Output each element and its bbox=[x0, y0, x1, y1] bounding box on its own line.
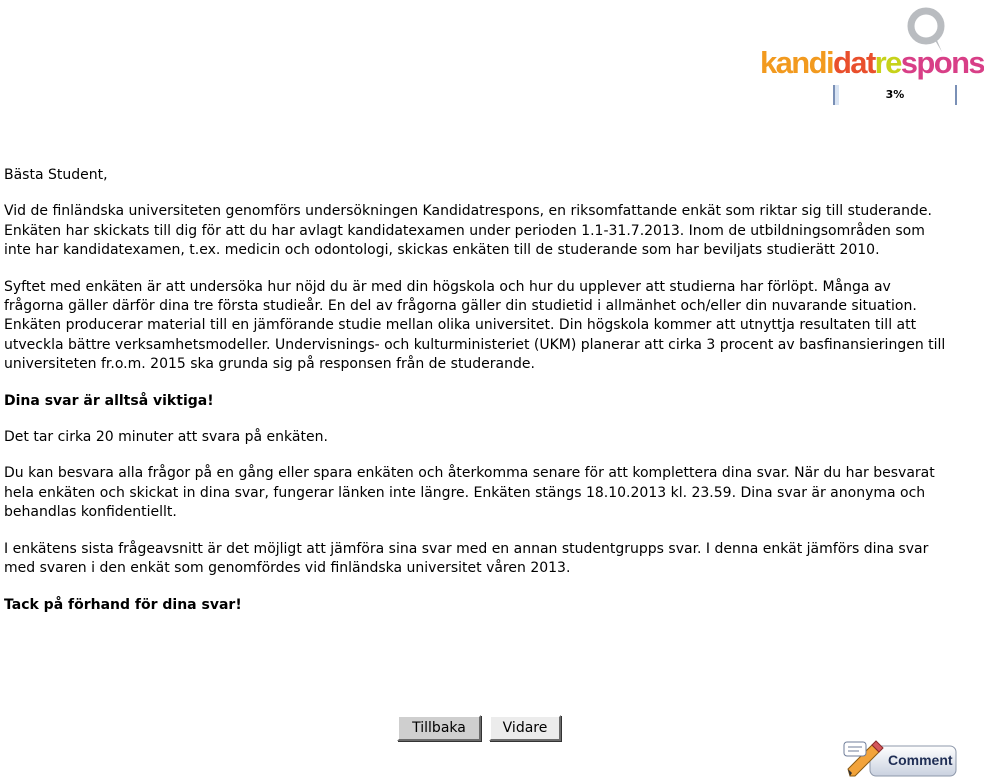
duration-note: Det tar cirka 20 minuter att svara på enkäten. bbox=[4, 429, 328, 446]
logo-part-re: re bbox=[874, 45, 901, 80]
next-button[interactable]: Vidare bbox=[489, 715, 561, 741]
comment-label: Comment bbox=[888, 752, 953, 768]
progress-label: 3% bbox=[885, 88, 905, 101]
greeting: Bästa Student, bbox=[4, 167, 108, 183]
kandidatrespons-logo bbox=[760, 6, 984, 84]
intro-paragraph-1: Vid de finländska universiteten genomförs undersökningen Kandidatrespons, en riksomfattande enkät som riktar sig till studerande. Enkäten har skickats till dig för att du har avlagt kandidatexamen under perioden 1.1-31.7.2013. Inom de utbildningsområden som inte har kandidatexamen, t.ex. medicin och odontologi, skickas enkäten till de studerande som har beviljats studierätt 2010. bbox=[4, 203, 932, 259]
important-note: Dina svar är alltså viktiga! bbox=[4, 392, 214, 409]
back-button[interactable]: Tillbaka bbox=[397, 715, 481, 741]
intro-paragraph-2: Syftet med enkäten är att undersöka hur nöjd du är med din högskola och hur du upplever att studierna har förlöpt. Många av frågorna gäller därför dina tre första studieår. En del av frågorna gäller din studietid i allmänhet och/eller din nuvarande situation. Enkäten producerar material till en jämförande studie mellan olika universitet. Din högskola kommer att utnyttja resultaten till att utveckla bättre verksamhetsmodeller. Undervisnings- och kulturministeriet (UKM) planerar att cirka 3 procent av basfinansieringen till universiteten fr.o.m. 2015 ska grunda sig på responsen från de studerande. bbox=[4, 278, 946, 373]
logo-wordmark bbox=[760, 46, 984, 80]
comment-button[interactable] bbox=[842, 740, 958, 778]
comparison-paragraph: I enkätens sista frågeavsnitt är det möjligt att jämföra sina svar med en annan studentgrupps svar. I denna enkät jämförs dina svar med svaren i den enkät som genomfördes vid finländska universitet våren 2013. bbox=[4, 540, 929, 577]
thanks-note: Tack på förhand för dina svar! bbox=[4, 596, 242, 613]
instructions-paragraph: Du kan besvara alla frågor på en gång eller spara enkäten och återkomma senare för att komplettera dina svar. När du har besvarat hela enkäten och skickat in dina svar, fungerar länken inte längre. Enkäten stängs 18.10.2013 kl. 23.59. Dina svar är anonyma och behandlas konfidentiellt. bbox=[4, 465, 935, 521]
logo-part-dat: dat bbox=[832, 45, 875, 80]
logo-part-kandi: kandi bbox=[760, 45, 833, 80]
logo-part-spons: spons bbox=[900, 45, 984, 80]
progress-bar bbox=[833, 85, 957, 105]
survey-intro bbox=[4, 166, 949, 632]
